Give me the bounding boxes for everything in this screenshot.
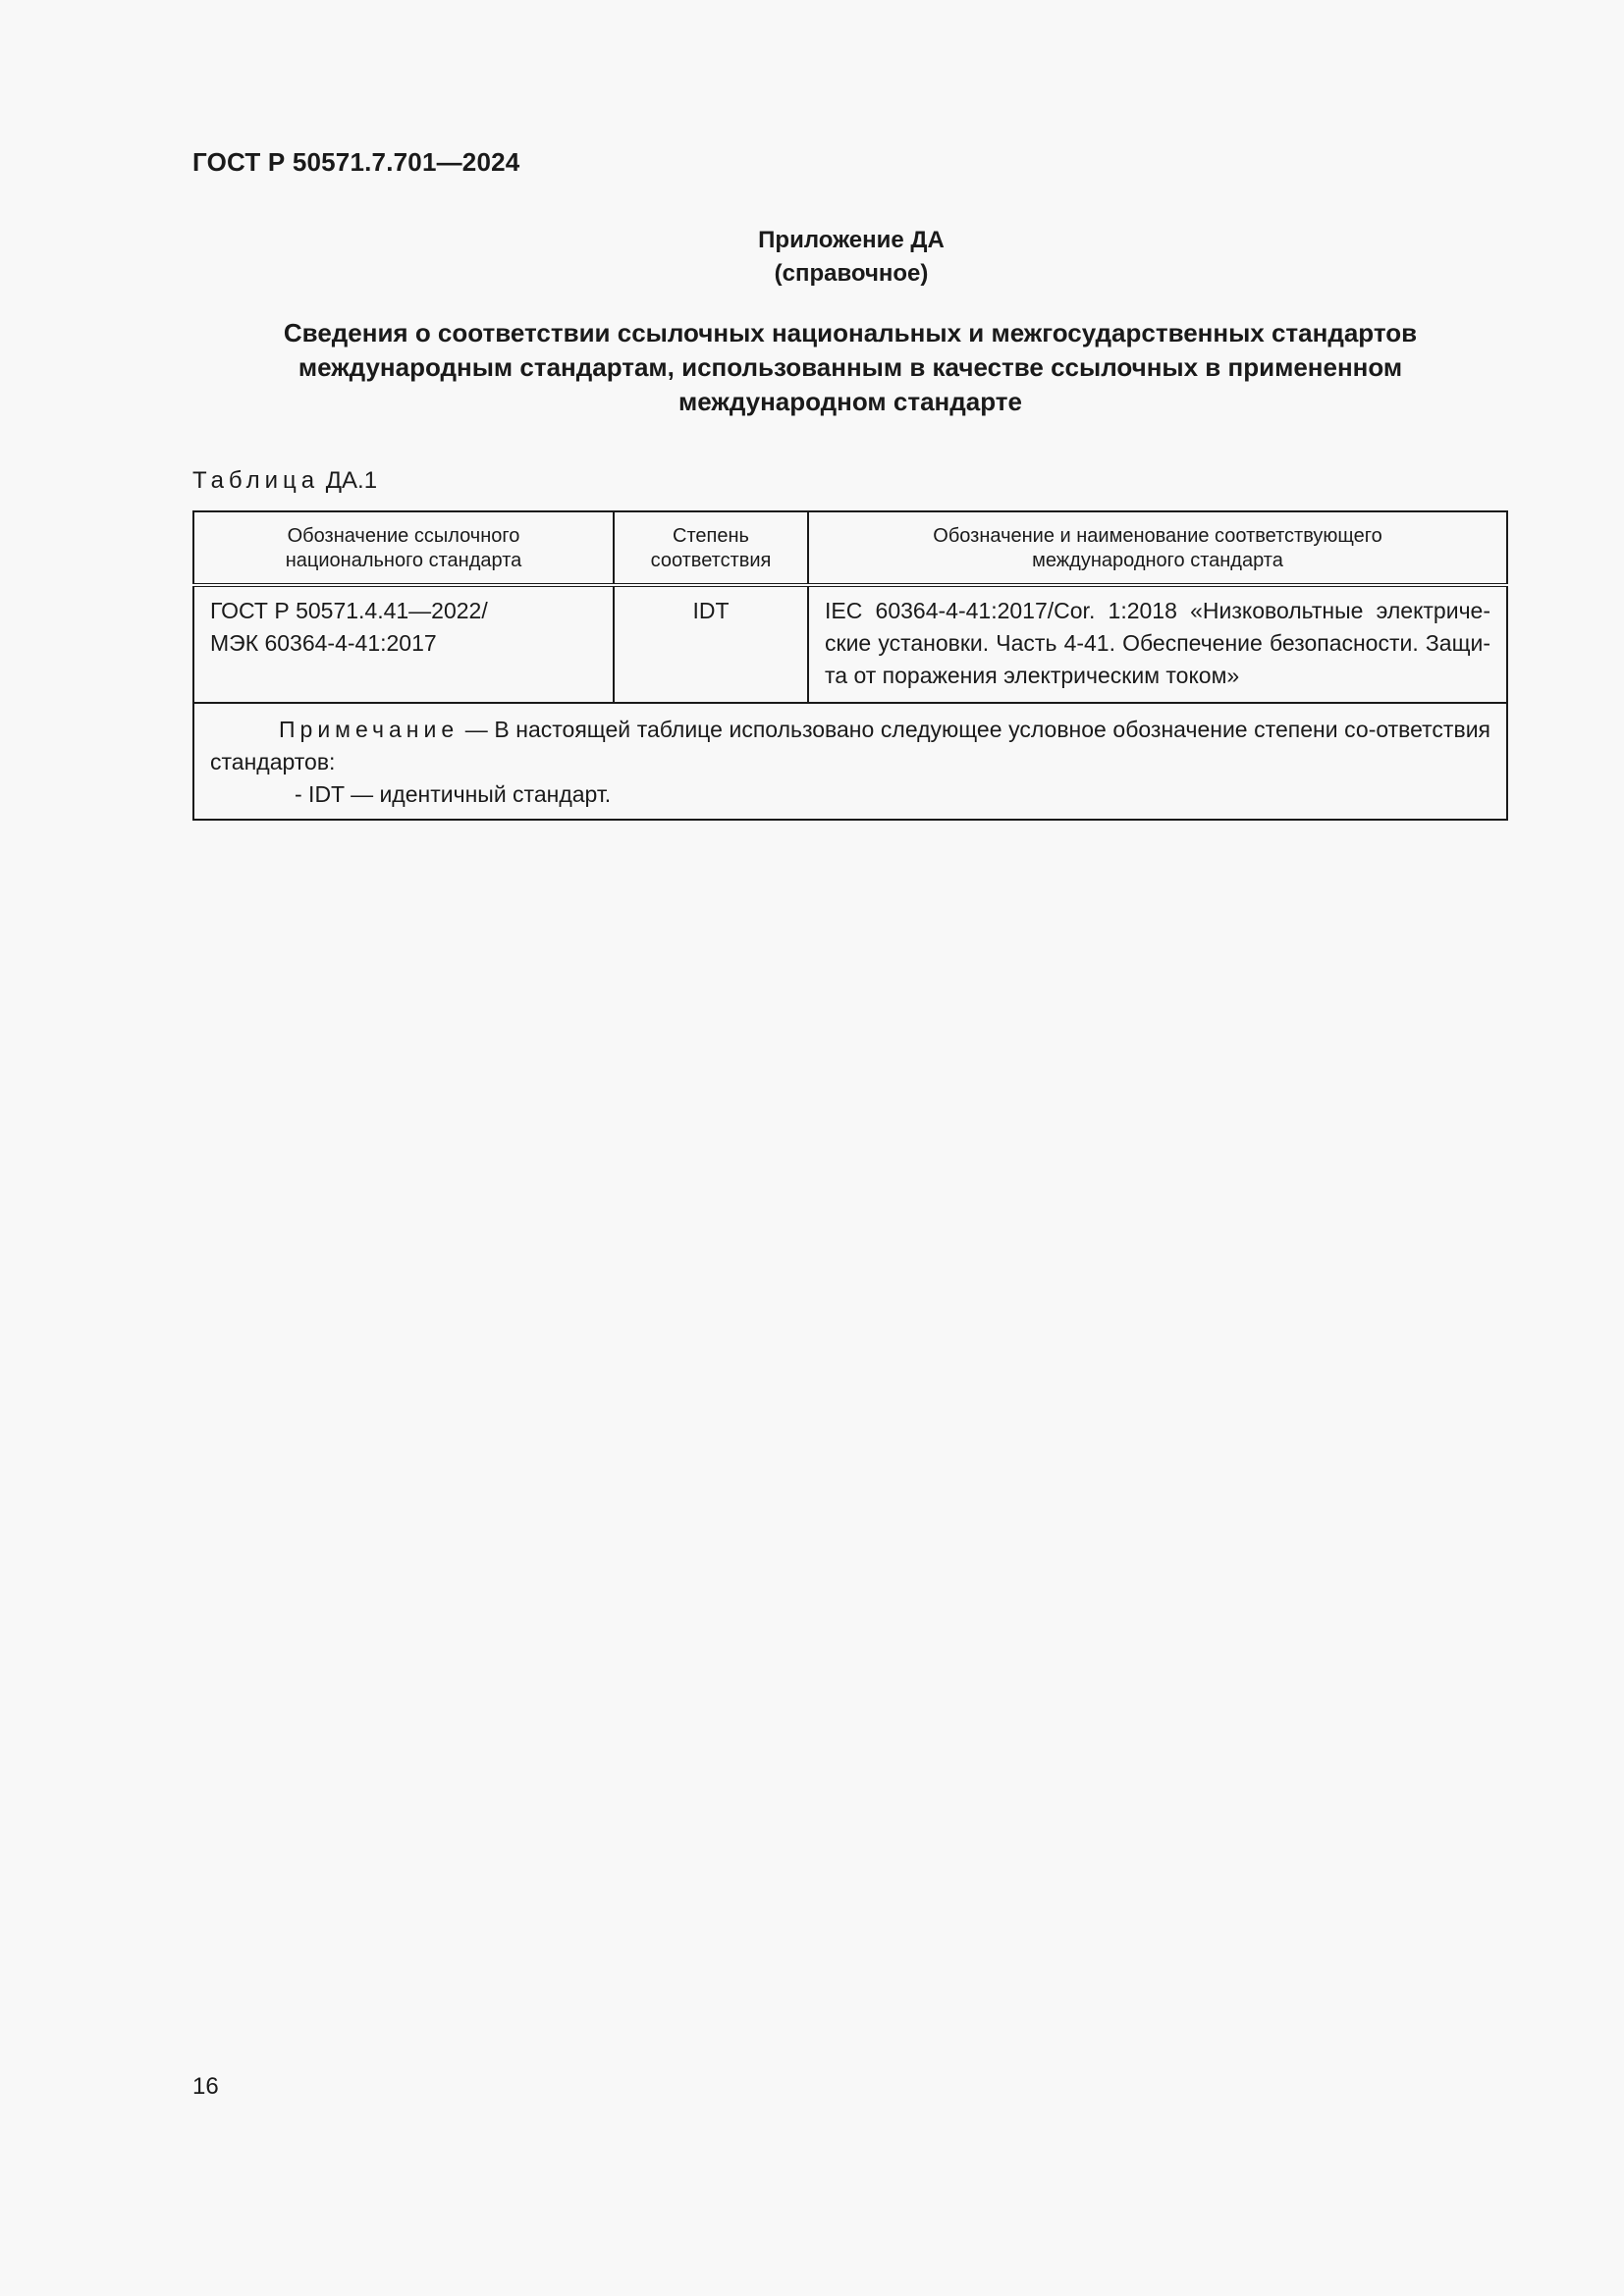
heading-line-3: международном стандарте (678, 387, 1022, 416)
section-heading (192, 316, 1508, 419)
table-note-row (193, 703, 1507, 820)
national-standard-cell (193, 585, 614, 703)
column-header-line: национального стандарта (285, 550, 522, 571)
page-number: 16 (192, 2073, 219, 2100)
table-header-row (193, 511, 1507, 585)
note-label: Примечание (279, 717, 460, 742)
column-header-line: международного стандарта (1032, 550, 1283, 571)
column-header-line: соответствия (650, 550, 772, 571)
heading-line-2: международным стандартам, использованным в качестве ссылочных в примененном (298, 352, 1403, 382)
note-indent (210, 717, 279, 742)
column-header-national (193, 511, 614, 585)
table-row (193, 585, 1507, 703)
column-header-international (808, 511, 1507, 585)
appendix-title: Приложение ДА (758, 227, 945, 253)
column-header-line: Степень (673, 525, 749, 547)
heading-line-1: Сведения о соответствии ссылочных национальных и межгосударственных стандартов (283, 318, 1418, 347)
table-caption (192, 467, 377, 495)
column-header-line: Обозначение ссылочного (287, 525, 520, 547)
national-standard-line: ГОСТ Р 50571.4.41—2022/ (210, 598, 488, 623)
table-caption-number: ДА.1 (325, 467, 378, 494)
document-code: ГОСТ Р 50571.7.701—2024 (192, 147, 520, 177)
table-caption-label: Таблица (192, 467, 320, 494)
appendix-kind: (справочное) (774, 260, 929, 287)
standards-table (192, 510, 1508, 821)
national-standard-line: МЭК 60364-4-41:2017 (210, 630, 437, 656)
note-item: - IDT — идентичный стандарт. (295, 781, 612, 807)
note-text: — В настоящей таблице использовано следующее условное обозначение степени со-ответствия стандартов: (210, 717, 1490, 774)
table-note (193, 703, 1507, 820)
column-header-line: Обозначение и наименование соответствующего (933, 525, 1382, 547)
column-header-degree (614, 511, 808, 585)
degree-cell: IDT (614, 585, 808, 703)
international-standard-cell: IEC 60364-4-41:2017/Cor. 1:2018 «Низковольтные электриче-ские установки. Часть 4-41. Обеспечение безопасности. Защи-та от поражения электрическим током» (808, 585, 1507, 703)
